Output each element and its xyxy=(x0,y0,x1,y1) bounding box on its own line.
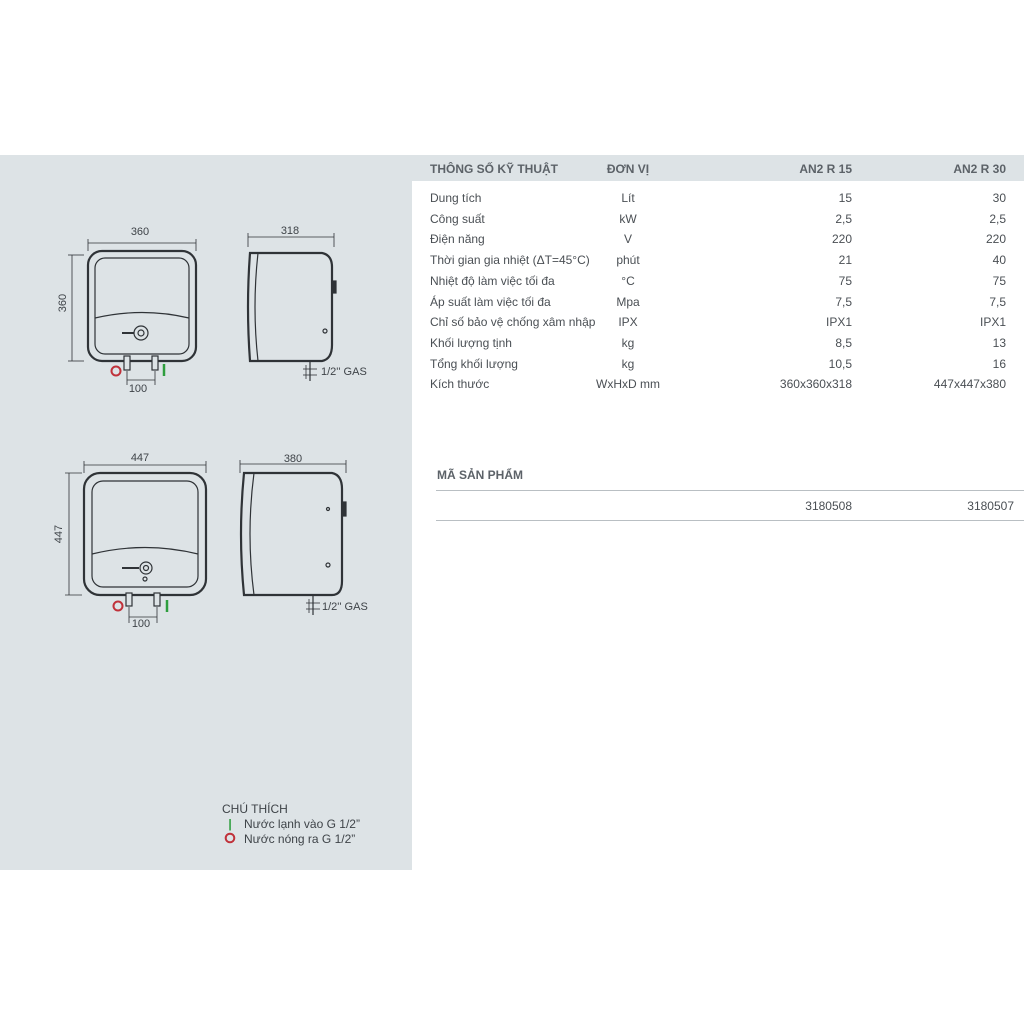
row-label: Kích thước xyxy=(430,377,490,392)
dimension-depth-small: 318 xyxy=(280,225,300,237)
header-unit: ĐƠN VỊ xyxy=(606,162,650,176)
row-value-model-1: 7,5 xyxy=(835,294,852,309)
legend-hot-label: Nước nóng ra G 1/2” xyxy=(244,832,356,846)
cold-water-icon: | xyxy=(228,817,232,831)
row-value-model-2: 30 xyxy=(992,191,1006,205)
hot-water-outlet-marker xyxy=(112,367,121,376)
row-value-model-2: 13 xyxy=(992,335,1006,350)
row-unit: Mpa xyxy=(616,294,640,309)
front-view-small xyxy=(68,239,196,385)
header-spec: THÔNG SỐ KỸ THUẬT xyxy=(430,162,558,176)
header-model-1: AN2 R 15 xyxy=(799,162,852,176)
row-value-model-1: 75 xyxy=(838,273,852,288)
pipe-label-small: 1/2'' GAS xyxy=(321,366,367,378)
row-value-model-1: 360x360x318 xyxy=(779,377,852,392)
row-label: Thời gian gia nhiệt (ΔT=45°C) xyxy=(430,253,590,268)
legend-cold-water xyxy=(222,817,360,831)
row-unit: kg xyxy=(621,335,635,350)
row-value-model-2: 220 xyxy=(985,232,1006,247)
divider xyxy=(436,520,1024,521)
row-value-model-2: 16 xyxy=(992,356,1006,371)
dimension-height-large: 447 xyxy=(53,524,65,544)
dimension-depth-large: 380 xyxy=(283,453,303,465)
row-value-model-1: 21 xyxy=(838,253,852,268)
hot-water-icon xyxy=(222,832,238,846)
side-view-large xyxy=(240,460,346,615)
row-value-model-1: IPX1 xyxy=(825,315,852,330)
dimension-height-small: 360 xyxy=(57,293,69,313)
front-view-large xyxy=(65,461,206,623)
row-unit: V xyxy=(623,232,633,247)
pipe-spacing-small: 100 xyxy=(128,383,148,395)
pipe-label-large: 1/2'' GAS xyxy=(322,601,368,613)
hot-water-outlet-marker xyxy=(114,602,123,611)
row-label: Tổng khối lượng xyxy=(430,356,518,371)
row-label: Điện năng xyxy=(430,232,485,247)
row-value-model-2: 40 xyxy=(992,253,1006,268)
pipe-spacing-large: 100 xyxy=(131,618,151,630)
row-label: Dung tích xyxy=(430,191,482,205)
row-label: Chỉ số bảo vệ chống xâm nhập xyxy=(430,315,596,330)
divider xyxy=(436,490,1024,491)
side-view-small xyxy=(248,233,336,381)
row-unit: WxHxD mm xyxy=(596,377,660,392)
row-value-model-1: 15 xyxy=(838,191,852,205)
row-label: Khối lượng tịnh xyxy=(430,335,512,350)
row-unit: kW xyxy=(619,211,637,226)
row-label: Áp suất làm việc tối đa xyxy=(430,294,551,309)
product-code-model-2: 3180507 xyxy=(967,499,1014,513)
row-unit: °C xyxy=(621,273,635,288)
row-value-model-2: 75 xyxy=(992,273,1006,288)
row-unit: IPX xyxy=(618,315,638,330)
row-unit: kg xyxy=(621,356,635,371)
row-value-model-1: 8,5 xyxy=(835,335,852,350)
row-value-model-1: 10,5 xyxy=(828,356,852,371)
dimension-width-small: 360 xyxy=(130,226,150,238)
legend-title: CHÚ THÍCH xyxy=(222,802,288,816)
dimension-width-large: 447 xyxy=(130,452,150,464)
row-label: Nhiệt độ làm việc tối đa xyxy=(430,273,555,288)
row-value-model-2: IPX1 xyxy=(979,315,1006,330)
product-code-model-1: 3180508 xyxy=(805,499,852,513)
product-code-title: MÃ SẢN PHẨM xyxy=(437,468,523,482)
row-value-model-2: 2,5 xyxy=(989,211,1006,226)
row-label: Công suất xyxy=(430,211,485,226)
technical-drawing xyxy=(0,155,412,870)
row-value-model-2: 7,5 xyxy=(989,294,1006,309)
row-unit: Lít xyxy=(621,191,635,205)
row-value-model-2: 447x447x380 xyxy=(933,377,1006,392)
row-value-model-1: 2,5 xyxy=(835,211,852,226)
legend-hot-water xyxy=(222,832,355,846)
row-value-model-1: 220 xyxy=(831,232,852,247)
row-unit: phút xyxy=(616,253,640,268)
header-model-2: AN2 R 30 xyxy=(953,162,1006,176)
legend-cold-label: Nước lạnh vào G 1/2” xyxy=(244,817,360,831)
